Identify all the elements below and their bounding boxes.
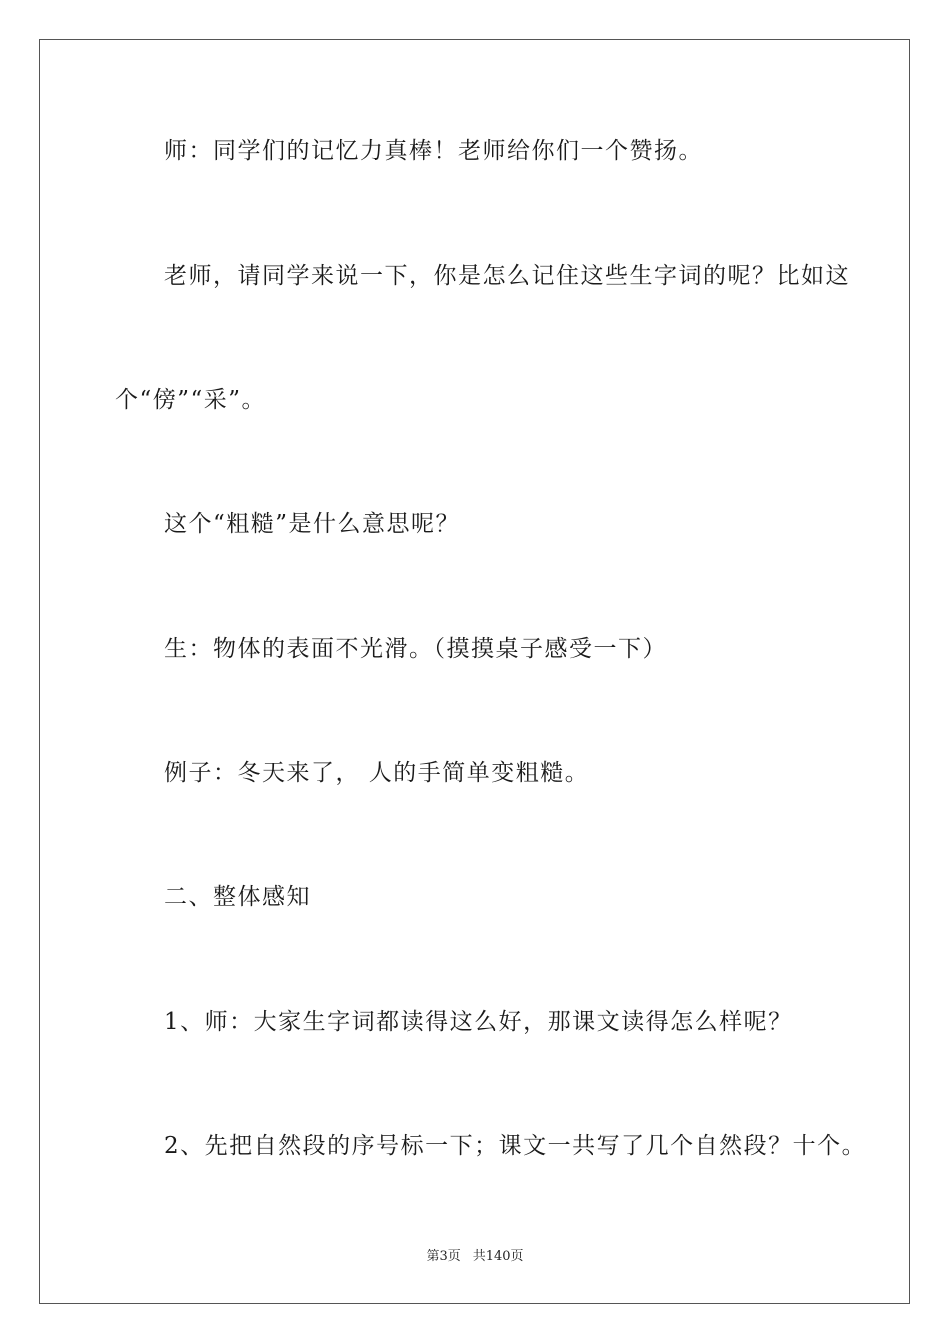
paragraph-step-2: 2、先把自然段的序号标一下；课文一共写了几个自然段？十个。 [164,1133,867,1159]
page-border [39,39,910,1304]
paragraph-step-1: 1、师：大家生字词都读得这么好，那课文读得怎么样呢？ [164,1009,793,1035]
paragraph-example: 例子：冬天来了， 人的手简单变粗糙。 [164,760,590,786]
paragraph-teacher-praise: 师：同学们的记忆力真棒！老师给你们一个赞扬。 [164,138,703,164]
paragraph-student-answer: 生：物体的表面不光滑。（摸摸桌子感受一下） [164,636,667,662]
total-pages: 共140页 [472,1249,524,1264]
page-footer [0,1248,950,1266]
paragraph-teacher-question: 老师，请同学来说一下，你是怎么记住这些生字词的呢？比如这 [164,263,850,289]
paragraph-meaning-question: 这个“粗糙”是什么意思呢？ [164,511,461,537]
section-heading: 二、整体感知 [164,884,311,910]
page-number: 第3页 [426,1249,461,1264]
paragraph-question-continued: 个“傍”“采”。 [115,387,267,413]
